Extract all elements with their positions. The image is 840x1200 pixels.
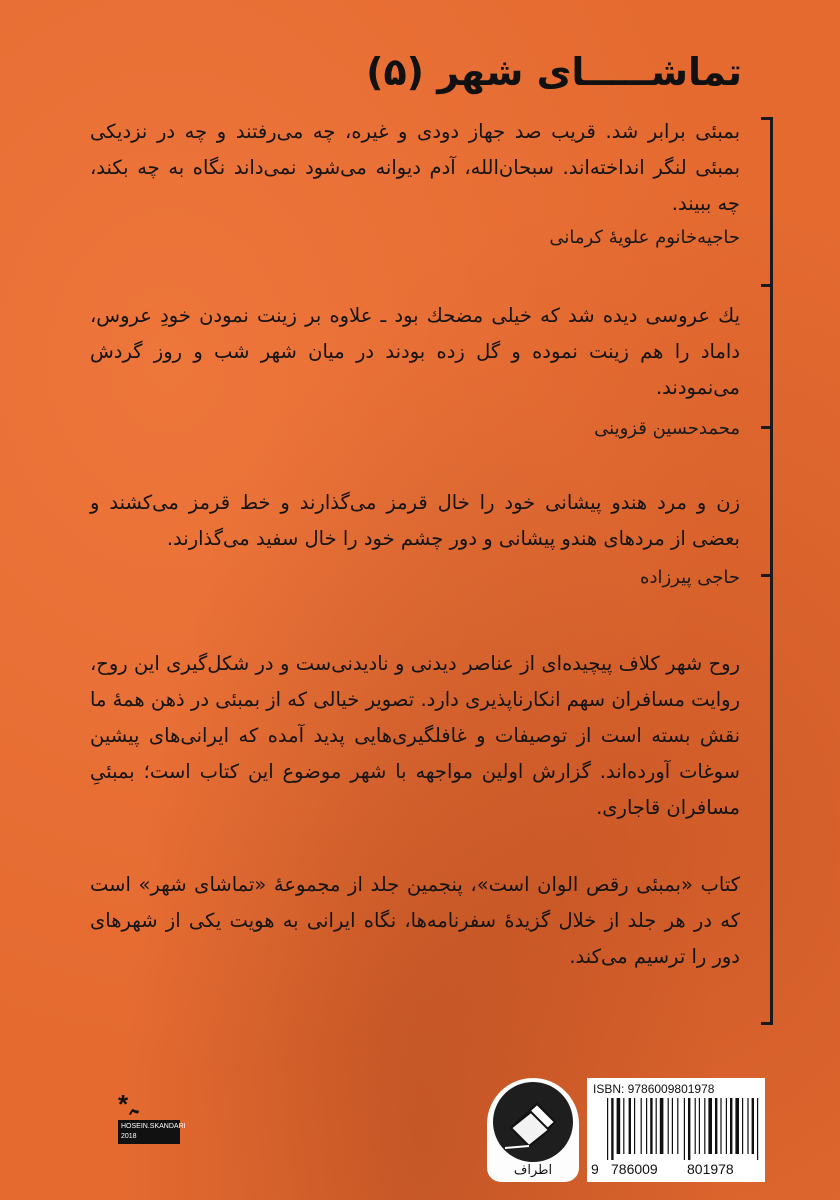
barcode-bar bbox=[720, 1098, 721, 1154]
barcode-bars bbox=[591, 1098, 761, 1160]
quote-3-author: حاجی پیرزاده bbox=[640, 567, 740, 588]
folder-icon bbox=[501, 1092, 565, 1156]
designer-name: HOSEIN.SKANDARI bbox=[121, 1123, 186, 1130]
barcode-bar bbox=[623, 1098, 624, 1154]
barcode-bar bbox=[704, 1098, 705, 1154]
barcode-bar bbox=[742, 1098, 743, 1154]
isbn-label: ISBN: 9786009801978 bbox=[593, 1082, 715, 1096]
barcode-bar bbox=[607, 1098, 608, 1160]
barcode-bar bbox=[730, 1098, 732, 1154]
designer-logo-mark: *ﮧ bbox=[118, 1089, 138, 1119]
barcode-digit-group-2: 801978 bbox=[687, 1161, 734, 1177]
barcode-bar bbox=[708, 1098, 712, 1154]
barcode-bar bbox=[611, 1098, 613, 1160]
quote-3-text: زن و مرد هندو پیشانی خود را خال قرمز می‌گذارند و خط قرمز می‌کشند و بعضی از مردهای هندو پیشانی و دور چشم خود را خال سفید می‌گذارند. bbox=[90, 491, 740, 550]
barcode-bar bbox=[672, 1098, 673, 1154]
blurb-paragraph-1: روح شهر کلاف پیچیده‌ای از عناصر دیدنی و نادیدنی‌ست و در شکل‌گیری این روح، روایت مسافران سهم انکارناپذیری دارد. تصویر خیالی که از بمبئی در ذهن همهٔ ما نقش بسته است از توصیفات و غافلگیری‌هایی پدید آمده که ایرانی‌های پیشین سوغات آورده‌اند. گزارش اولین مواجهه با شهر موضوع این کتاب است؛ بمبئیِ مسافران قاجاری. bbox=[90, 652, 740, 819]
publisher-name: اطراف bbox=[513, 1163, 553, 1178]
barcode-bar bbox=[677, 1098, 678, 1154]
barcode-bar bbox=[715, 1098, 717, 1154]
publisher-logo bbox=[487, 1078, 579, 1182]
barcode-bar bbox=[634, 1098, 635, 1154]
barcode-bar bbox=[699, 1098, 700, 1154]
barcode-bar bbox=[735, 1098, 739, 1154]
barcode-bar bbox=[757, 1098, 758, 1160]
quote-1-author: حاجیه‌خانوم علویهٔ کرمانی bbox=[549, 227, 740, 248]
isbn-barcode bbox=[587, 1078, 765, 1182]
quote-2-text: یك عروسی دیده شد که خیلی مضحك بود ـ علاوه بر زینت نمودن خودِ عروس، داماد را هم زینت نموده و گل زده بودند در میان شهر شب و روز گردش می‌نمودند. bbox=[90, 304, 740, 399]
bracket-tick bbox=[761, 426, 773, 429]
designer-badge bbox=[118, 1089, 186, 1144]
barcode-bar bbox=[660, 1098, 664, 1154]
barcode-bar bbox=[668, 1098, 669, 1154]
barcode-bar bbox=[752, 1098, 754, 1154]
barcode-bar bbox=[629, 1098, 631, 1154]
quote-2-author: محمدحسین قزوینی bbox=[594, 418, 740, 439]
barcode-bar bbox=[641, 1098, 642, 1154]
bracket-tick bbox=[761, 284, 773, 287]
barcode-bar bbox=[688, 1098, 690, 1160]
barcode-bar bbox=[617, 1098, 621, 1154]
barcode-bar bbox=[747, 1098, 748, 1154]
bracket-tick bbox=[761, 574, 773, 577]
quote-bracket-line bbox=[770, 117, 773, 1025]
barcode-bar bbox=[646, 1098, 647, 1154]
book-series-title: تماشـــــای شهر (۵) bbox=[366, 50, 742, 94]
designer-year: 2018 bbox=[121, 1133, 137, 1140]
barcode-bar bbox=[695, 1098, 696, 1154]
barcode-bar bbox=[726, 1098, 727, 1154]
bracket-tick bbox=[761, 1022, 773, 1025]
barcode-bar bbox=[684, 1098, 685, 1160]
designer-name-label bbox=[118, 1120, 186, 1144]
barcode-digit-group-1: 786009 bbox=[611, 1161, 658, 1177]
barcode-bar bbox=[650, 1098, 652, 1154]
bracket-tick bbox=[761, 117, 773, 120]
quote-1-text: بمبئی برابر شد. قریب صد جهاز دودی و غیره، چه می‌رفتند و چه در نزدیکی بمبئی لنگر انداخته‌اند. سبحان‌الله، آدم دیوانه می‌شود نمی‌داند نگاه به چه بکند، چه ببیند. bbox=[90, 120, 740, 215]
barcode-first-digit: 9 bbox=[591, 1161, 599, 1177]
barcode-bar bbox=[656, 1098, 657, 1154]
blurb-paragraph-2: کتاب «بمبئی رقص الوان است»، پنجمین جلد از مجموعهٔ «تماشای شهر» است که در هر جلد از خلال گزیدهٔ سفرنامه‌ها، نگاه ایرانی به هویت یکی از شهرهای دور را ترسیم می‌کند. bbox=[90, 873, 740, 968]
